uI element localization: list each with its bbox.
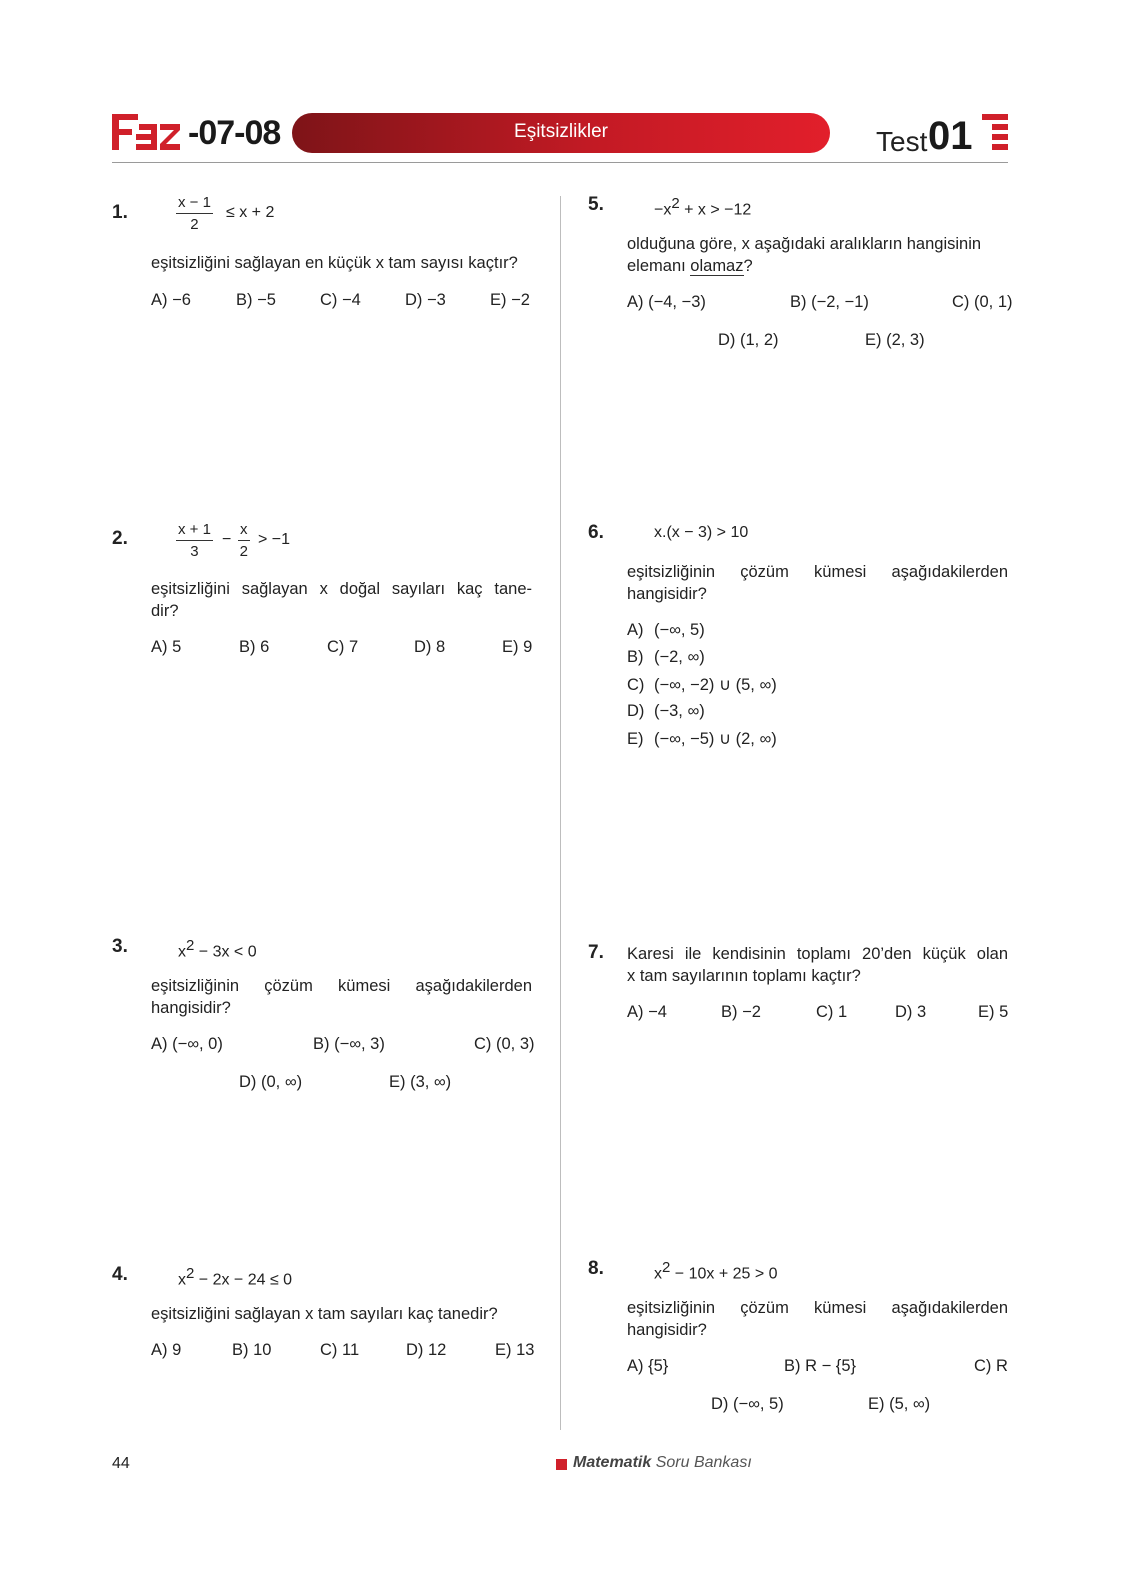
option-b[interactable]: B) 6 bbox=[239, 638, 270, 656]
denominator: 2 bbox=[239, 543, 248, 560]
option-e[interactable]: E) 9 bbox=[502, 638, 533, 656]
page-title: Eşitsizlikler bbox=[514, 121, 608, 142]
option-b[interactable]: B) (−2, −1) bbox=[790, 293, 869, 311]
question-text: olduğuna göre, x aşağıdaki aralıkların hangisinin bbox=[627, 235, 982, 253]
book-title bbox=[573, 1454, 752, 1472]
inequality bbox=[178, 937, 257, 961]
option-c[interactable] bbox=[627, 675, 777, 695]
option-b[interactable]: B) −5 bbox=[236, 291, 276, 309]
fraction bbox=[176, 521, 213, 560]
text-part: elemanı bbox=[627, 257, 691, 275]
question-text-cont: dir? bbox=[151, 602, 179, 620]
denominator: 3 bbox=[190, 543, 199, 560]
option-b[interactable]: B) 10 bbox=[232, 1341, 272, 1359]
option-c[interactable]: C) −4 bbox=[320, 291, 361, 309]
numerator: x − 1 bbox=[176, 194, 213, 214]
option-a[interactable]: A) 9 bbox=[151, 1341, 182, 1359]
question-number: 5. bbox=[588, 194, 604, 215]
option-c[interactable]: C) (0, 1) bbox=[952, 293, 1013, 311]
expr-rest: − 3x < 0 bbox=[194, 943, 257, 961]
series-code: -07-08 bbox=[188, 114, 281, 152]
fraction bbox=[176, 194, 213, 233]
option-b[interactable]: B) (−∞, 3) bbox=[313, 1035, 385, 1053]
numerator: x + 1 bbox=[176, 521, 213, 541]
question-text: eşitsizliğini sağlayan x tam sayıları kaç tanedir? bbox=[151, 1305, 498, 1323]
brand-mark-icon bbox=[982, 112, 1010, 152]
expr-rest: − 10x + 25 > 0 bbox=[670, 1265, 778, 1283]
minus-sign: − bbox=[222, 531, 232, 548]
expr-rest: − 2x − 24 ≤ 0 bbox=[194, 1271, 293, 1289]
option-d[interactable]: D) 8 bbox=[414, 638, 446, 656]
option-d[interactable]: D) 12 bbox=[406, 1341, 447, 1359]
question-text-cont: x tam sayılarının toplamı kaçtır? bbox=[627, 967, 861, 985]
column-divider bbox=[560, 196, 561, 1430]
option-letter: D) bbox=[627, 702, 645, 720]
expr-rest: + x > −12 bbox=[679, 201, 752, 219]
option-e[interactable]: E) 5 bbox=[978, 1003, 1009, 1021]
question-number: 8. bbox=[588, 1258, 604, 1279]
option-b[interactable] bbox=[627, 648, 705, 667]
question-text-cont: hangisidir? bbox=[627, 585, 707, 603]
question-number: 2. bbox=[112, 528, 128, 549]
inequality bbox=[654, 195, 751, 219]
bullet-square-icon bbox=[556, 1459, 567, 1470]
option-a[interactable]: A) 5 bbox=[151, 638, 182, 656]
question-text: eşitsizliğinin çözüm kümesi aşağıdakilerden bbox=[627, 1299, 1008, 1317]
inequality-rest: > −1 bbox=[258, 531, 291, 548]
header-divider bbox=[112, 162, 1008, 163]
inequality: x.(x − 3) > 10 bbox=[654, 524, 749, 541]
option-value: (−∞, −5) ∪ (2, ∞) bbox=[654, 730, 777, 748]
test-number: 01 bbox=[928, 114, 973, 158]
option-letter: C) bbox=[627, 676, 645, 694]
question-number: 4. bbox=[112, 1264, 128, 1285]
option-d[interactable]: D) (1, 2) bbox=[718, 331, 779, 349]
option-d[interactable] bbox=[627, 702, 705, 721]
option-letter: A) bbox=[627, 621, 644, 639]
option-e[interactable] bbox=[627, 729, 777, 749]
inequality bbox=[654, 1259, 778, 1283]
inequality bbox=[178, 1265, 292, 1289]
fraction bbox=[238, 521, 250, 560]
exponent: 2 bbox=[671, 195, 680, 212]
question-text: eşitsizliğinin çözüm kümesi aşağıdakilerden bbox=[627, 563, 1008, 581]
option-a[interactable]: A) −6 bbox=[151, 291, 191, 309]
option-b[interactable]: B) −2 bbox=[721, 1003, 761, 1021]
question-number: 3. bbox=[112, 936, 128, 957]
question-text: eşitsizliğini sağlayan en küçük x tam sayısı kaçtır? bbox=[151, 254, 518, 272]
option-e[interactable]: E) 13 bbox=[495, 1341, 535, 1359]
question-number: 1. bbox=[112, 202, 128, 223]
option-b[interactable]: B) R − {5} bbox=[784, 1357, 857, 1375]
base: x bbox=[654, 1265, 662, 1283]
option-a[interactable]: A) (−4, −3) bbox=[627, 293, 706, 311]
option-e[interactable]: E) (2, 3) bbox=[865, 331, 925, 349]
question-number: 6. bbox=[588, 522, 604, 543]
inequality-rest: ≤ x + 2 bbox=[226, 204, 275, 221]
option-e[interactable]: E) (5, ∞) bbox=[868, 1395, 931, 1413]
option-a[interactable]: A) (−∞, 0) bbox=[151, 1035, 223, 1053]
option-value: (−∞, −2) ∪ (5, ∞) bbox=[654, 676, 777, 694]
page-number: 44 bbox=[112, 1455, 130, 1472]
base: −x bbox=[654, 201, 672, 219]
exponent: 2 bbox=[662, 1259, 671, 1276]
faz-logo bbox=[112, 112, 182, 152]
text-part: ? bbox=[743, 257, 753, 275]
option-d[interactable]: D) 3 bbox=[895, 1003, 927, 1021]
question-text: Karesi ile kendisinin toplamı 20’den küçük olan bbox=[627, 945, 1008, 963]
book-title-bold: Matematik bbox=[573, 1454, 652, 1471]
option-d[interactable]: D) −3 bbox=[405, 291, 446, 309]
question-text-cont: hangisidir? bbox=[151, 999, 231, 1017]
option-a[interactable]: A) −4 bbox=[627, 1003, 667, 1021]
option-c[interactable]: C) 11 bbox=[320, 1341, 360, 1359]
base: x bbox=[178, 943, 186, 961]
test-label: Test bbox=[876, 126, 928, 157]
emphasis-underlined: olamaz bbox=[690, 257, 744, 275]
option-e[interactable]: E) −2 bbox=[490, 291, 530, 309]
exponent: 2 bbox=[186, 1265, 195, 1282]
question-text-cont: hangisidir? bbox=[627, 1321, 707, 1339]
option-letter: B) bbox=[627, 648, 644, 666]
exponent: 2 bbox=[186, 937, 195, 954]
option-c[interactable]: C) 7 bbox=[327, 638, 359, 656]
option-d[interactable]: D) (−∞, 5) bbox=[711, 1395, 784, 1413]
numerator: x bbox=[238, 521, 250, 541]
option-c[interactable]: C) 1 bbox=[816, 1003, 848, 1021]
option-value: (−2, ∞) bbox=[654, 648, 705, 666]
base: x bbox=[178, 1271, 186, 1289]
question-number: 7. bbox=[588, 942, 604, 963]
book-title-rest: Soru Bankası bbox=[655, 1454, 752, 1471]
option-d[interactable]: D) (0, ∞) bbox=[239, 1073, 303, 1091]
option-a[interactable] bbox=[627, 621, 705, 640]
denominator: 2 bbox=[190, 216, 199, 233]
question-text: eşitsizliğinin çözüm kümesi aşağıdakilerden bbox=[151, 977, 532, 995]
option-letter: E) bbox=[627, 730, 644, 748]
option-a[interactable]: A) {5} bbox=[627, 1357, 669, 1375]
question-text-cont bbox=[627, 255, 753, 277]
option-c[interactable]: C) R bbox=[974, 1357, 1008, 1375]
option-value: (−3, ∞) bbox=[654, 702, 705, 720]
question-text: eşitsizliğini sağlayan x doğal sayıları kaç tane- bbox=[151, 580, 532, 598]
option-value: (−∞, 5) bbox=[654, 621, 705, 639]
option-e[interactable]: E) (3, ∞) bbox=[389, 1073, 452, 1091]
option-c[interactable]: C) (0, 3) bbox=[474, 1035, 535, 1053]
